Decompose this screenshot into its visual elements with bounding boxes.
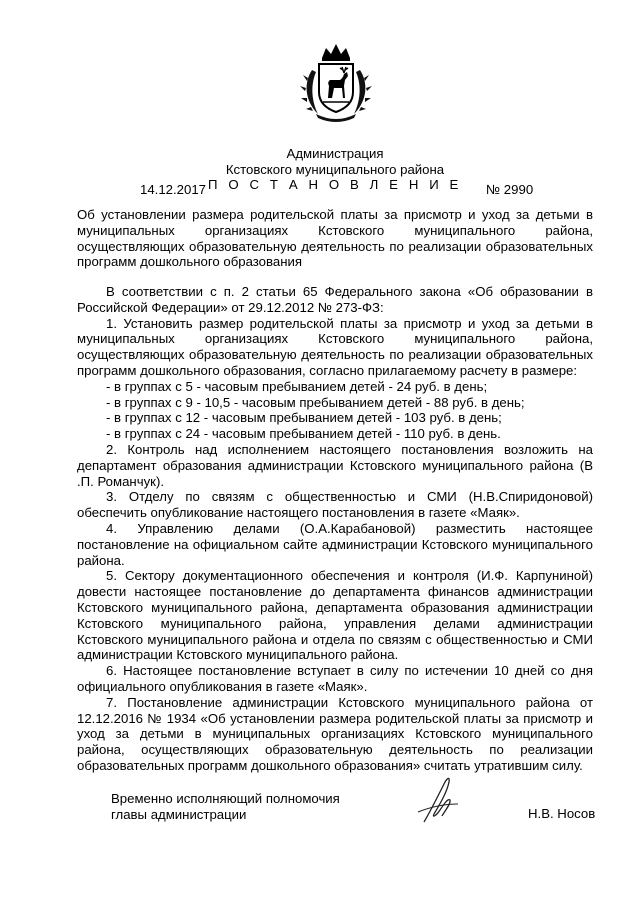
paragraph: 1. Установить размер родительской платы за присмотр и уход за детьми в муниципальных организациях Кстовского муниципального района, осуществляющих образовательную деятельность по реализации образовательных программ дошкольного образования, согласно прилагаемому расчету в размере: [77, 315, 593, 378]
document-body [77, 284, 593, 774]
signatory-name: Н.В. Носов [528, 806, 596, 821]
handwritten-signature-icon [414, 774, 464, 826]
document-title: Об установлении размера родительской платы за присмотр и уход за детьми в муниципальных организациях Кстовского муниципального района, осуществляющих образовательную деятельность по реализации образовательных программ дошкольного образования [77, 207, 593, 270]
issuer-line-2: Кстовского муниципального района [225, 162, 445, 177]
signatory-role-line-1: Временно исполняющий полномочия [111, 791, 340, 806]
document-number: № 2990 [486, 182, 534, 197]
paragraph: 4. Управлению делами (О.А.Карабановой) разместить настоящее постановление на официальном сайте администрации Кстовского муниципального района. [77, 520, 593, 568]
signatory-role-line-2: главы администрации [111, 807, 247, 822]
coat-of-arms-icon [298, 40, 374, 124]
document-type: П О С Т А Н О В Л Е Н И Е [208, 177, 462, 192]
paragraph: В соответствии с п. 2 статьи 65 Федерального закона «Об образовании в Российской Федерации» от 29.12.2012 № 273-ФЗ: [77, 284, 593, 315]
issuer-line-1: Администрация [286, 146, 384, 161]
list-item: - в группах с 12 - часовым пребыванием детей - 103 руб. в день; [106, 410, 502, 426]
document-date: 14.12.2017 [140, 182, 207, 197]
paragraph: 2. Контроль над исполнением настоящего постановления возложить на департамент образования администрации Кстовского муниципального района (В .П. Романчук). [77, 441, 593, 489]
paragraph: 3. Отделу по связям с общественностью и СМИ (Н.В.Спиридоновой) обеспечить опубликование настоящего постановления в газете «Маяк». [77, 489, 593, 521]
list-item: - в группах с 9 - 10,5 - часовым пребыванием детей - 88 руб. в день; [106, 394, 525, 410]
paragraph: 7. Постановление администрации Кстовского муниципального района от 12.12.2016 № 1934 «Об установлении размера родительской платы за присмотр и уход за детьми в муниципальных организациях Кстовского муниципального района, осуществляющих образовательную деятельность по реализации образовательных программ дошкольного образования» считать утратившим силу. [77, 694, 593, 773]
paragraph: 6. Настоящее постановление вступает в силу по истечении 10 дней со дня официального опубликования в газете «Маяк». [77, 663, 593, 694]
paragraph: 5. Сектору документационного обеспечения и контроля (И.Ф. Карпуниной) довести настоящее постановление до департамента финансов администрации Кстовского муниципального района, департамента образования администрации Кстовского муниципального района, управления делами администрации Кстовского муниципального района и отдела по связям с общественностью и СМИ администрации Кстовского муниципального района. [77, 568, 593, 663]
list-item: - в группах с 5 - часовым пребыванием детей - 24 руб. в день; [106, 378, 488, 394]
list-item: - в группах с 24 - часовым пребыванием детей - 110 руб. в день. [106, 426, 501, 442]
signatory-role [111, 791, 340, 823]
